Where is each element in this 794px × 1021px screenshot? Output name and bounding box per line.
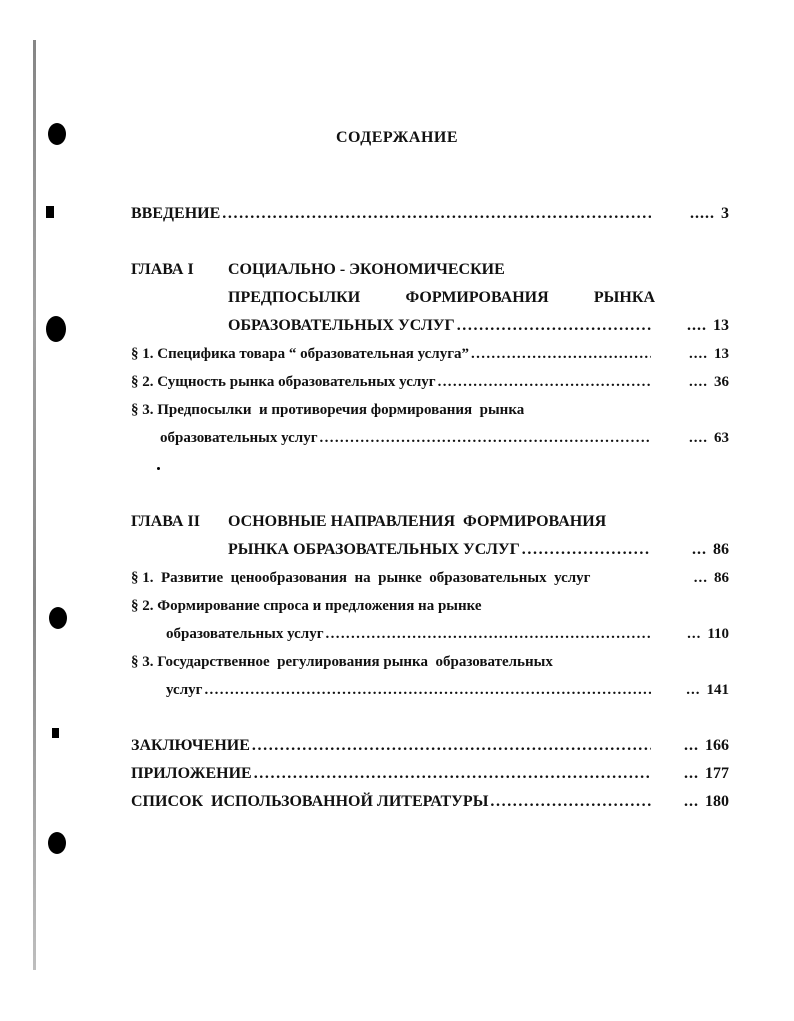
- toc-leader: [326, 623, 651, 645]
- toc-appendix-label: ПРИЛОЖЕНИЕ: [131, 765, 252, 782]
- punch-hole-3: [49, 607, 67, 629]
- toc-references: [131, 791, 729, 813]
- toc-appendix: [131, 763, 729, 785]
- toc-lead: ....: [689, 346, 708, 362]
- chapter1-title-line2: [228, 287, 655, 309]
- toc-lead: ....: [687, 317, 707, 334]
- chapter1-title-word: РЫНКА: [593, 289, 655, 306]
- toc-page-number: 141: [706, 682, 729, 698]
- scan-edge-line: [33, 40, 36, 970]
- toc-leader: [320, 427, 651, 449]
- toc-intro: [131, 203, 729, 225]
- toc-leader: [204, 679, 651, 701]
- toc-leader: [490, 791, 651, 813]
- chapter1-title-line1: СОЦИАЛЬНО - ЭКОНОМИЧЕСКИЕ: [228, 261, 505, 278]
- toc-conclusion: [131, 735, 729, 757]
- chapter2-number: ГЛАВА II: [131, 513, 200, 530]
- toc-lead: .....: [690, 205, 715, 222]
- punch-hole-2: [46, 316, 66, 342]
- toc-page-number: 13: [714, 346, 729, 362]
- toc-lead: ...: [684, 765, 699, 782]
- chapter2-title-label: РЫНКА ОБРАЗОВАТЕЛЬНЫХ УСЛУГ: [228, 541, 520, 558]
- page-title: СОДЕРЖАНИЕ: [335, 129, 459, 146]
- toc-section-label: § 3. Государственное регулирования рынка образовательных: [131, 654, 553, 670]
- chapter1-number: ГЛАВА I: [131, 261, 194, 278]
- toc-section-label-cont: образовательных услуг: [160, 430, 318, 446]
- toc-section: [166, 623, 729, 645]
- toc-page-number: 3: [721, 205, 729, 222]
- toc-section: [166, 679, 729, 701]
- toc-page-number: 86: [714, 570, 729, 586]
- scan-mark: [46, 206, 54, 218]
- toc-lead: ...: [684, 737, 699, 754]
- toc-lead: ...: [687, 626, 702, 642]
- toc-page-number: 86: [713, 541, 729, 558]
- toc-section: [131, 343, 729, 365]
- toc-leader: [252, 735, 651, 757]
- toc-page-number: 36: [714, 374, 729, 390]
- chapter1-title-word: ФОРМИРОВАНИЯ: [405, 289, 549, 306]
- toc-conclusion-label: ЗАКЛЮЧЕНИЕ: [131, 737, 250, 754]
- toc-section-label: § 1. Развитие ценообразования на рынке образовательных услуг: [131, 570, 591, 586]
- chapter1-title-word: ПРЕДПОСЫЛКИ: [228, 289, 361, 306]
- toc-section: [131, 567, 729, 589]
- scan-mark: [52, 728, 59, 738]
- toc-lead: ...: [686, 682, 701, 698]
- toc-page-number: 63: [714, 430, 729, 446]
- toc-section-label-cont: образовательных услуг: [166, 626, 324, 642]
- toc-section-label: § 3. Предпосылки и противоречия формирования рынка: [131, 402, 525, 418]
- toc-section-label: § 2. Сущность рынка образовательных услуг: [131, 374, 436, 390]
- toc-lead: ....: [689, 430, 708, 446]
- toc-lead: ...: [684, 793, 699, 810]
- toc-page-number: 177: [705, 765, 729, 782]
- scan-speck: [157, 467, 160, 470]
- punch-hole-4: [48, 832, 66, 854]
- toc-leader: [222, 203, 651, 225]
- toc-page-number: 180: [705, 793, 729, 810]
- toc-lead: ....: [689, 374, 708, 390]
- toc-section-label: § 1. Специфика товара “ образовательная услуга”: [131, 346, 470, 362]
- toc-lead: ...: [692, 541, 707, 558]
- toc-page-number: 110: [707, 626, 729, 642]
- chapter1-title-label: ОБРАЗОВАТЕЛЬНЫХ УСЛУГ: [228, 317, 455, 334]
- toc-section-label-cont: услуг: [166, 682, 203, 698]
- chapter2-title-line2: [228, 539, 729, 561]
- chapter2-title-line1: ОСНОВНЫЕ НАПРАВЛЕНИЯ ФОРМИРОВАНИЯ: [228, 513, 607, 530]
- toc-section: [131, 371, 729, 393]
- toc-leader: [457, 315, 651, 337]
- toc-section: [160, 427, 729, 449]
- toc-references-label: СПИСОК ИСПОЛЬЗОВАННОЙ ЛИТЕРАТУРЫ: [131, 793, 489, 810]
- toc-leader: [522, 539, 651, 561]
- toc-lead: ...: [693, 570, 708, 586]
- toc-leader: [471, 343, 651, 365]
- toc-section-label: § 2. Формирование спроса и предложения на рынке: [131, 598, 482, 614]
- chapter1-title-line3: [228, 315, 729, 337]
- toc-page-number: 13: [713, 317, 729, 334]
- toc-intro-label: ВВЕДЕНИЕ: [131, 205, 221, 222]
- toc-page-number: 166: [705, 737, 729, 754]
- toc-leader: [438, 371, 651, 393]
- toc-leader: [254, 763, 651, 785]
